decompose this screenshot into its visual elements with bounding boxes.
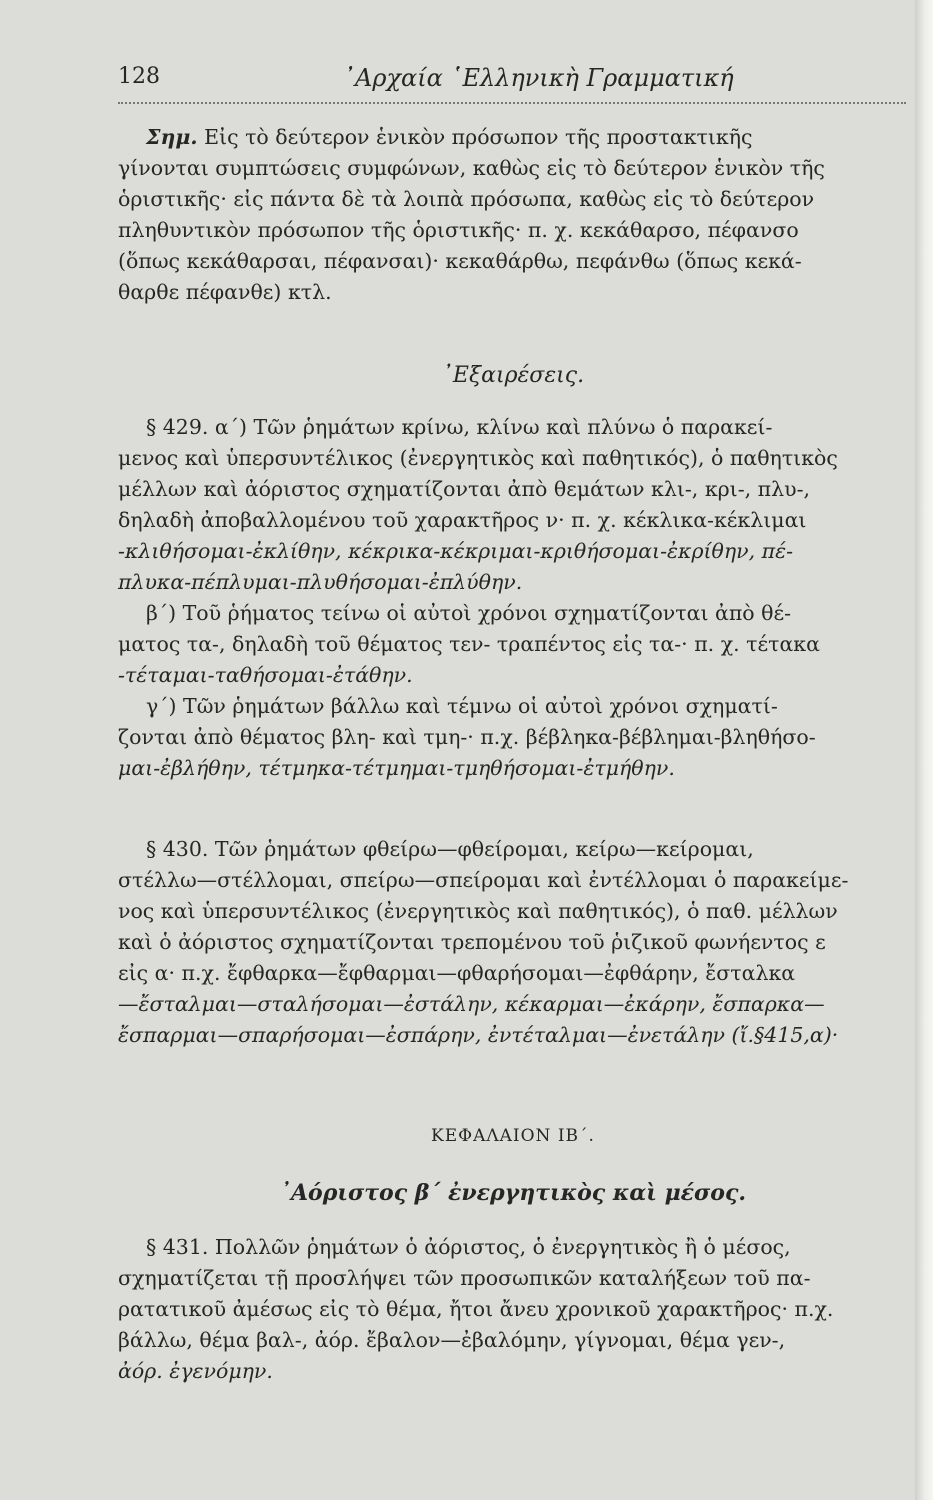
text-line: -τέταμαι-ταθήσομαι-ἐτάθην. [118, 663, 413, 687]
note-paragraph [118, 122, 908, 308]
text-line: σχηματίζεται τῇ προσλήψει τῶν προσωπικῶν καταλήξεων τοῦ πα- [118, 1266, 811, 1290]
section-431 [118, 1232, 908, 1387]
text-line: § 431. Πολλῶν ῥημάτων ὁ ἀόριστος, ὁ ἐνεργητικὸς ἢ ὁ μέσος, [146, 1235, 791, 1259]
text-line: νος καὶ ὑπερσυντέλικος (ἐνεργητικὸς καὶ παθητικός), ὁ παθ. μέλλων [118, 899, 838, 923]
text-line: μαι-ἐβλήθην, τέτμηκα-τέτμημαι-τμηθήσομαι-ἐτμήθην. [118, 756, 675, 780]
text-line: μέλλων καὶ ἀόριστος σχηματίζονται ἀπὸ θεμάτων κλι-, κρι-, πλυ-, [118, 477, 811, 501]
text-line: γ΄) Τῶν ῥημάτων βάλλω καὶ τέμνω οἱ αὐτοὶ χρόνοι σχηματί- [146, 694, 778, 718]
text-line: ρατατικοῦ ἀμέσως εἰς τὸ θέμα, ἤτοι ἄνευ χρονικοῦ χαρακτῆρος· π.χ. [118, 1297, 834, 1321]
text-line: -κλιθήσομαι-ἐκλίθην, κέκρικα-κέκριμαι-κριθήσομαι-ἐκρίθην, πέ- [118, 539, 794, 563]
text-line: ματος τα-, δηλαδὴ τοῦ θέματος τεν- τραπέντος εἰς τα-· π. χ. τέτακα [118, 632, 820, 656]
chapter-title: ᾿Αόριστος β΄ ἐνεργητικὸς καὶ μέσος. [279, 1180, 747, 1206]
text-line: ἔσπαρμαι—σπαρήσομαι—ἐσπάρην, ἐντέταλμαι—ἐνετάλην (ἴ.§415,α)· [118, 1023, 839, 1047]
text-line: § 430. Τῶν ῥημάτων φθείρω—φθείρομαι, κείρω—κείρομαι, [146, 837, 754, 861]
text-line: ὁριστικῆς· εἰς πάντα δὲ τὰ λοιπὰ πρόσωπα, καθὼς εἰς τὸ δεύτερον [118, 187, 815, 211]
running-title: ᾿Αρχαία ῾Ελληνικὴ Γραμματική [343, 64, 734, 92]
text-line: ζονται ἀπὸ θέματος βλη- καὶ τμη-· π.χ. βέβληκα-βέβλημαι-βληθήσο- [118, 725, 816, 749]
text-line: πληθυντικὸν πρόσωπον τῆς ὁριστικῆς· π. χ. κεκάθαρσο, πέφανσο [118, 218, 799, 242]
exceptions-subheading: ᾿Εξαιρέσεις. [441, 363, 585, 388]
text-line: Εἰς τὸ δεύτερον ἑνικὸν πρόσωπον τῆς προστακτικῆς [204, 125, 753, 149]
text-line: (ὅπως κεκάθαρσαι, πέφανσαι)· κεκαθάρθω, πεφάνθω (ὅπως κεκά- [118, 249, 802, 273]
text-line: πλυκα-πέπλυμαι-πλυθήσομαι-ἐπλύθην. [118, 570, 523, 594]
text-line: —ἔσταλμαι—σταλήσομαι—ἐστάλην, κέκαρμαι—ἐκάρην, ἔσπαρκα— [118, 992, 825, 1016]
text-line: δηλαδὴ ἀποβαλλομένου τοῦ χαρακτῆρος ν· π. χ. κέκλικα-κέκλιμαι [118, 508, 807, 532]
page-number: 128 [118, 64, 160, 89]
text-line: μενος καὶ ὑπερσυντέλικος (ἐνεργητικὸς καὶ παθητικός), ὁ παθητικὸς [118, 446, 838, 470]
text-line: β΄) Τοῦ ῥήματος τείνω οἱ αὐτοὶ χρόνοι σχηματίζονται ἀπὸ θέ- [146, 601, 792, 625]
text-line: στέλλω—στέλλομαι, σπείρω—σπείρομαι καὶ ἐντέλλομαι ὁ παρακείμε- [118, 868, 849, 892]
text-line: θαρθε πέφανθε) κτλ. [118, 280, 332, 304]
text-line: § 429. α΄) Τῶν ῥημάτων κρίνω, κλίνω καὶ πλύνω ὁ παρακεί- [146, 415, 773, 439]
header-dotted-rule [118, 102, 906, 104]
page-edge-shadow [915, 0, 933, 1500]
text-line: ἀόρ. ἐγενόμην. [118, 1359, 273, 1383]
note-label: Σημ. [146, 125, 198, 149]
text-line: βάλλω, θέμα βαλ-, ἀόρ. ἔβαλον—ἐβαλόμην, γίγνομαι, θέμα γεν-, [118, 1328, 786, 1352]
chapter-label: ΚΕΦΑΛΑΙΟΝ ΙΒ΄. [431, 1126, 595, 1146]
text-line: εἰς α· π.χ. ἔφθαρκα—ἔφθαρμαι—φθαρήσομαι—ἐφθάρην, ἔσταλκα [118, 961, 796, 985]
page-header [118, 64, 906, 104]
text-line: γίνονται συμπτώσεις συμφώνων, καθὼς εἰς τὸ δεύτερον ἑνικὸν τῆς [118, 156, 825, 180]
section-429 [118, 412, 908, 784]
section-430 [118, 834, 908, 1051]
text-line: καὶ ὁ ἀόριστος σχηματίζονται τρεπομένου τοῦ ῥιζικοῦ φωνήεντος ε [118, 930, 826, 954]
